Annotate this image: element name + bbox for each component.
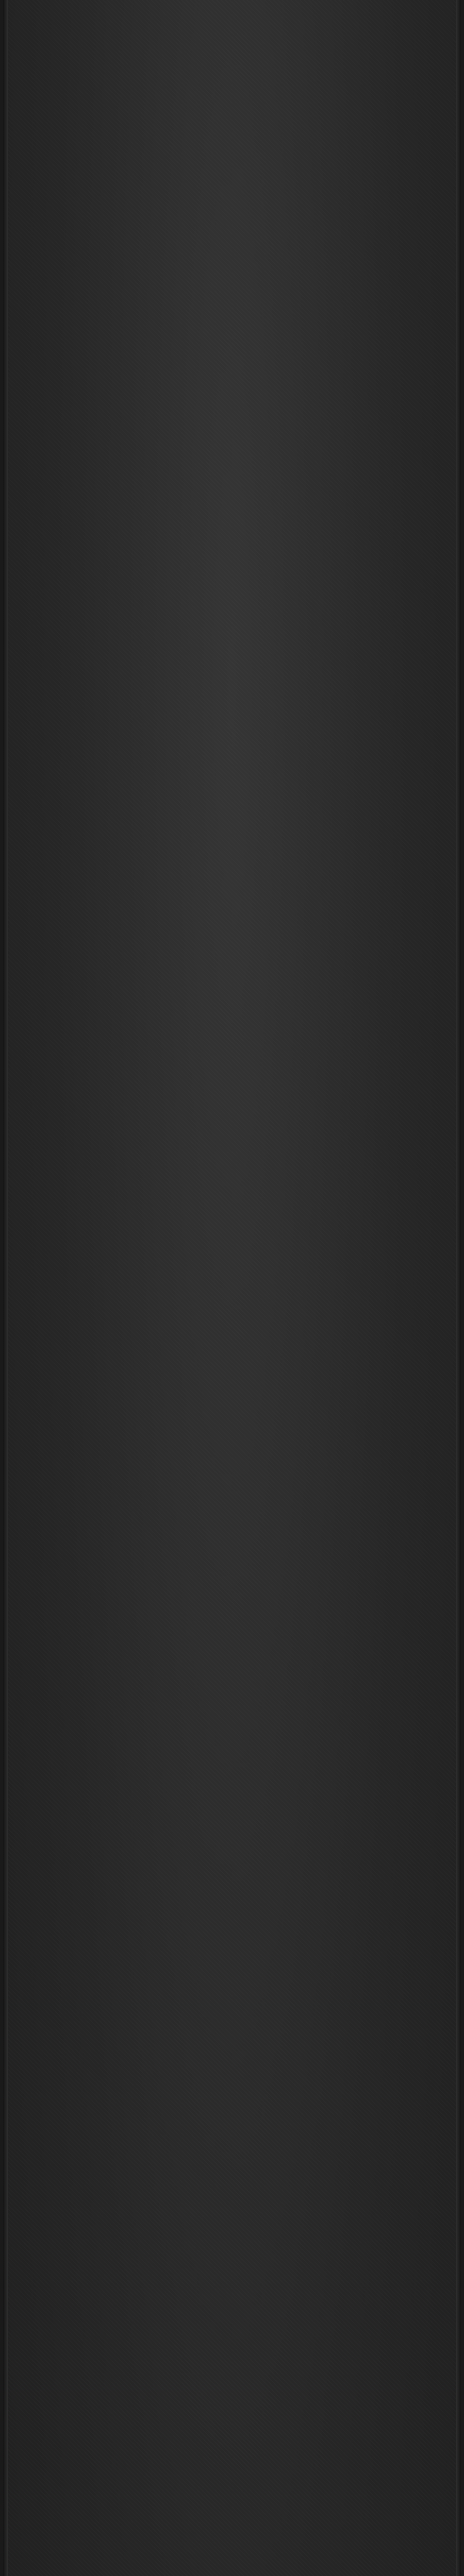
page-frame-left xyxy=(3,0,8,2576)
article-body xyxy=(24,57,440,2576)
page-frame-right xyxy=(456,0,461,2576)
page-header xyxy=(3,0,461,57)
